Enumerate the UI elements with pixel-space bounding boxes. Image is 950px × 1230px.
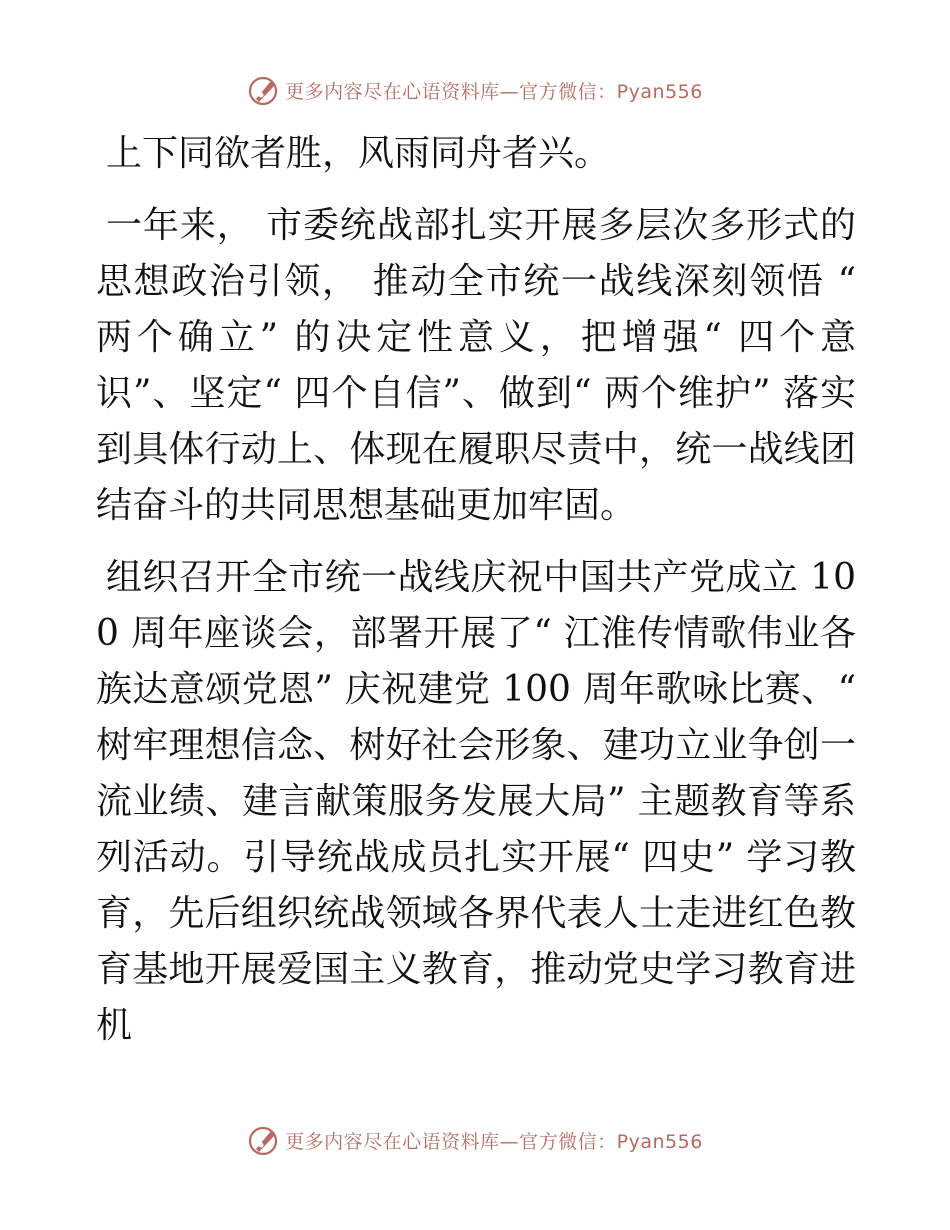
- paragraph-1: 上下同欲者胜，风雨同舟者兴。: [106, 133, 611, 174]
- watermark-text: 更多内容尽在心语资料库—官方微信：Pyan556: [285, 1130, 703, 1153]
- paragraph-3: 组织召开全市统一战线庆祝中国共产党成立 100 周年座谈会，部署开展了“ 江淮传情歌伟业各族达意颂党恩” 庆祝建党 100 周年歌咏比赛、“ 树牢理想信念、树好社会形象、建功立业争创一流业绩、建言献策服务发展大局” 主题教育等系列活动。引导统战成员扎实开展“ 四史” 学习教育，先后组织统战领域各界代表人士走进红色教育基地开展爱国主义教育，推动党史学习教育进机: [96, 557, 856, 1046]
- document-body: [96, 126, 856, 1054]
- pen-nib-logo-icon: [247, 1123, 281, 1157]
- header-watermark: [0, 70, 950, 110]
- pen-nib-logo-icon: [247, 73, 281, 107]
- paragraph-2: 一年来， 市委统战部扎实开展多层次多形式的思想政治引领， 推动全市统一战线深刻领悟 “ 两个确立” 的决定性意义，把增强“ 四个意识”、坚定“ 四个自信”、做到“ 两个维护” 落实到具体行动上、体现在履职尽责中，统一战线团结奋斗的共同思想基础更加牢固。: [96, 205, 856, 526]
- watermark-text: 更多内容尽在心语资料库—官方微信：Pyan556: [285, 80, 703, 103]
- footer-watermark: [0, 1120, 950, 1160]
